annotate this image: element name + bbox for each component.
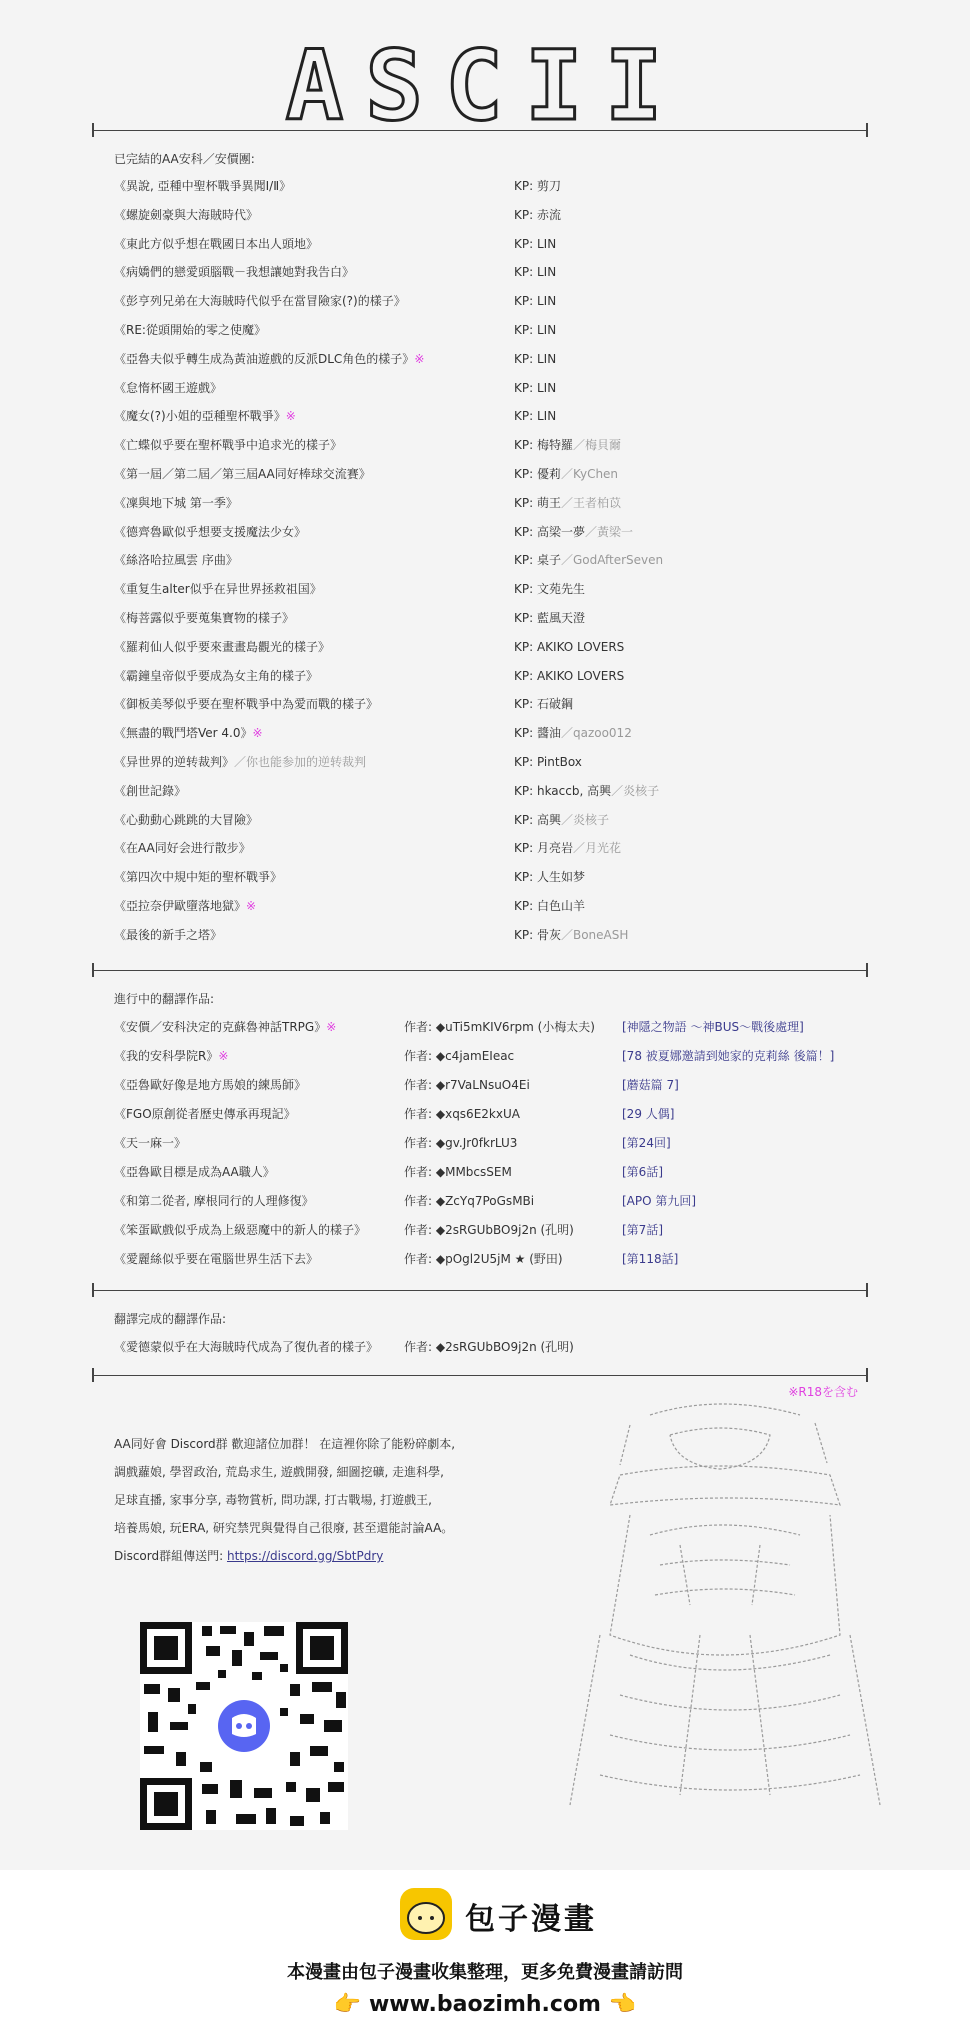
work-title-text: 《心動動心跳跳的大冒險》: [114, 812, 259, 827]
work-title[interactable]: [114, 493, 238, 513]
list-item: [114, 1191, 874, 1211]
kp-name: [514, 810, 609, 830]
section-divider: [92, 970, 868, 971]
kp-text: KP: LIN: [514, 351, 557, 366]
kp-text: KP: 骨灰: [514, 927, 561, 942]
completed-section-title: 已完結的AA安科／安價團:: [114, 152, 255, 166]
kp-name: [514, 291, 556, 311]
kp-name: [514, 176, 561, 196]
kp-name: [514, 522, 633, 542]
work-title[interactable]: [114, 1075, 306, 1095]
r18-mark: ※: [285, 409, 296, 424]
list-item: [114, 608, 874, 628]
work-title-text: 《亡蝶似乎要在聖杯戰爭中追求光的樣子》: [114, 438, 343, 453]
work-title-text: 《笨蛋歐戲似乎成為上級惡魔中的新人的樣子》: [114, 1223, 367, 1237]
section-divider: [92, 130, 868, 131]
author: 作者: ◆pOgl2U5jM ★ (野田): [404, 1252, 563, 1266]
work-title-text: 《病嬌們的戀愛頭腦戰－我想讓她對我告白》: [114, 265, 355, 280]
list-item: [114, 1075, 874, 1095]
work-title[interactable]: [114, 1133, 186, 1153]
work-title-text: 《我的安科學院R》: [114, 1049, 219, 1063]
brand-tagline: 本漫畫由包子漫畫收集整理，更多免費漫畫請訪問: [287, 1962, 683, 1983]
work-title[interactable]: [114, 694, 378, 714]
kp-text: KP: 白色山羊: [514, 899, 585, 913]
chapter-link[interactable]: [78 被夏娜邀請到她家的克莉絲 後篇！]: [622, 1049, 835, 1063]
kp-extra: ／王者柏苡: [560, 495, 621, 510]
work-title[interactable]: [114, 205, 258, 225]
work-title-text: 《愛德蒙似乎在大海賊時代成為了復仇者的樣子》: [114, 1340, 379, 1354]
work-title[interactable]: [114, 608, 294, 628]
work-title-text: 《梅菩露似乎要蒐集寶物的樣子》: [114, 611, 295, 625]
work-title-text: 《怠惰杯國王遊戲》: [114, 380, 223, 395]
kp-name: [514, 464, 618, 484]
author: 作者: ◆ZcYq7PoGsMBi: [404, 1194, 535, 1208]
list-item: [114, 925, 874, 945]
list-item: [114, 291, 874, 311]
list-item: [114, 464, 874, 484]
kp-name: [514, 781, 659, 801]
work-title-text: 《愛麗絲似乎要在電腦世界生活下去》: [114, 1252, 319, 1266]
kp-text: KP: LIN: [514, 265, 557, 280]
kp-name: [514, 262, 556, 282]
work-title-text: 《無盡的戰鬥塔Ver 4.0》: [114, 726, 253, 741]
kp-extra: ／炎核子: [560, 812, 609, 827]
work-title-text: 《天一麻一》: [114, 1136, 187, 1150]
kp-text: KP: 優莉: [514, 467, 561, 481]
work-title-text: 《創世記錄》: [114, 783, 187, 798]
work-title[interactable]: [114, 406, 296, 426]
list-item: [114, 1162, 874, 1182]
kp-text: KP: LIN: [514, 294, 557, 309]
kp-name: [514, 925, 628, 945]
kp-text: KP: 石破鋼: [514, 697, 573, 712]
list-item: [114, 234, 874, 254]
kp-name: [514, 637, 624, 657]
work-title[interactable]: [114, 378, 222, 398]
list-item: [114, 838, 874, 858]
work-title[interactable]: [114, 810, 258, 830]
list-item: [114, 1249, 874, 1269]
chapter-link[interactable]: [第7話]: [622, 1223, 663, 1237]
author: 作者: ◆xqs6E2kxUA: [404, 1107, 520, 1121]
work-title-text: 《亞魯夫似乎轉生成為黃油遊戲的反派DLC角色的樣子》: [114, 351, 415, 366]
r18-note: ※R18を含む: [788, 1385, 858, 1399]
kp-extra: ／KyChen: [560, 467, 619, 481]
work-title-text: 《德齊魯歐似乎想要支援魔法少女》: [114, 524, 307, 539]
work-title-text: 《和第二從者, 摩根同行的人理修復》: [114, 1194, 314, 1208]
work-title[interactable]: [114, 781, 186, 801]
kp-text: KP: AKIKO LOVERS: [514, 668, 625, 683]
chapter-link[interactable]: [第6話]: [622, 1165, 663, 1179]
kp-name: [514, 608, 585, 628]
work-title-text: 《絲洛哈拉風雲 序曲》: [114, 553, 238, 568]
kp-name: [514, 838, 621, 858]
discord-text-line: 培養馬娘, 玩ERA, 研究禁咒與覺得自己很廢, 甚至還能討論AA。: [114, 1521, 454, 1535]
qr-code: [140, 1622, 348, 1830]
list-item: [114, 205, 874, 225]
work-title-text: 《御板美琴似乎要在聖杯戰爭中為愛而戰的樣子》: [114, 697, 379, 712]
kp-extra: ／梅貝爾: [572, 438, 621, 453]
work-title[interactable]: [114, 666, 318, 686]
kp-extra: ／GodAfterSeven: [560, 553, 664, 568]
work-title-text: 《安價／安科決定的克蘇魯神話TRPG》: [114, 1020, 327, 1034]
work-title-text: 《RE:從頭開始的零之使魔》: [114, 323, 266, 337]
author: 作者: ◆MMbcsSEM: [404, 1165, 512, 1179]
list-item: [114, 867, 874, 887]
work-title-text: 《霸鐘皇帝似乎要成為女主角的樣子》: [114, 668, 319, 683]
pointing-hand-icon: 👉: [333, 1992, 369, 2017]
list-item: [114, 666, 874, 686]
brand-name: 包子漫畫: [465, 1902, 597, 1937]
list-item: [114, 579, 874, 599]
r18-mark: ※: [414, 351, 425, 366]
work-title-text: 《彭亨列兄弟在大海賊時代似乎在當冒險家(?)的樣子》: [114, 294, 406, 309]
section-divider: [92, 1375, 868, 1376]
work-title-text: 《螺旋劍豪與大海賊時代》: [114, 207, 259, 222]
brand-url[interactable]: www.baozimh.com: [368, 1992, 601, 2017]
work-title[interactable]: [114, 522, 306, 542]
discord-text-line: AA同好會 Discord群 歡迎諸位加群！ 在這裡你除了能粉碎劇本,: [114, 1437, 456, 1451]
work-title[interactable]: [114, 1046, 228, 1066]
kp-name: [514, 205, 561, 225]
work-title[interactable]: [114, 1220, 366, 1240]
author: 作者: ◆2sRGUbBO9j2n (孔明): [404, 1223, 574, 1237]
chapter-link[interactable]: [第24回]: [622, 1136, 671, 1150]
kp-text: KP: 桌子: [514, 553, 561, 568]
kp-name: [514, 867, 585, 887]
list-item: [114, 262, 874, 282]
kp-name: [514, 579, 585, 599]
kp-extra: ／BoneASH: [560, 927, 629, 942]
list-item: [114, 752, 874, 772]
kp-name: [514, 435, 621, 455]
list-item: [114, 810, 874, 830]
chapter-link[interactable]: [APO 第九回]: [622, 1194, 697, 1208]
work-title[interactable]: [114, 1162, 275, 1182]
work-title-text: 《亞拉奈伊歐墮落地獄》: [114, 899, 247, 913]
kp-text: KP: 剪刀: [514, 179, 561, 193]
list-item: [114, 1017, 874, 1037]
discord-link-label: Discord群組傳送門:: [114, 1549, 224, 1563]
work-title[interactable]: [114, 176, 291, 196]
list-item: [114, 522, 874, 542]
kp-name: [514, 320, 556, 340]
kp-text: KP: 月亮岩: [514, 841, 573, 856]
work-title-text: 《第四次中規中矩的聖杯戰爭》: [114, 870, 283, 885]
kp-text: KP: 高梁一夢: [514, 524, 585, 539]
kp-text: KP: hkaccb, 高興: [514, 783, 612, 798]
work-title[interactable]: [114, 464, 371, 484]
discord-text-line: 調戲蘿娘, 學習政治, 荒島求生, 遊戲開發, 細圖挖礦, 走進科學,: [114, 1465, 444, 1479]
work-title-text: 《魔女(?)小姐的亞種聖杯戰爭》: [114, 409, 286, 424]
discord-text-line: 足球直播, 家事分享, 毒物賞析, 問功課, 打古戰場, 打遊戲王,: [114, 1493, 432, 1507]
r18-mark: ※: [252, 726, 263, 741]
chapter-link[interactable]: [29 人偶]: [622, 1107, 675, 1121]
list-item: [114, 435, 874, 455]
kp-name: [514, 752, 582, 772]
kp-text: KP: LIN: [514, 323, 557, 337]
finished-section-title: 翻譯完成的翻譯作品:: [114, 1312, 227, 1326]
list-item: [114, 1104, 874, 1124]
r18-mark: ※: [218, 1049, 229, 1063]
work-title[interactable]: [114, 896, 256, 916]
discord-info: [114, 1430, 484, 1570]
kp-extra: ／月光花: [572, 841, 621, 856]
author: 作者: ◆gv.Jr0fkrLU3: [404, 1136, 518, 1150]
author: 作者: ◆c4jamEIeac: [404, 1049, 515, 1063]
kp-text: KP: 梅特羅: [514, 438, 573, 453]
work-title[interactable]: [114, 435, 342, 455]
r18-mark: ※: [246, 899, 257, 913]
chapter-link[interactable]: [蘑菇篇 7]: [622, 1078, 679, 1092]
kp-name: [514, 493, 621, 513]
kp-name: [514, 723, 632, 743]
section-divider: [92, 1290, 868, 1291]
r18-mark: ※: [326, 1020, 337, 1034]
kp-name: [514, 666, 624, 686]
work-title[interactable]: [114, 579, 322, 599]
work-title-text: 《异世界的逆转裁判》: [114, 755, 235, 769]
discord-link[interactable]: https://discord.gg/SbtPdry: [226, 1549, 384, 1563]
kp-text: KP: 藍風天澄: [514, 611, 585, 625]
brand-logo-icon: [400, 1888, 452, 1940]
work-title-text: 《最後的新手之塔》: [114, 927, 223, 942]
work-title[interactable]: [114, 291, 406, 311]
kp-text: KP: 赤流: [514, 207, 561, 222]
list-item: [114, 550, 874, 570]
kp-name: [514, 378, 556, 398]
list-item: [114, 723, 874, 743]
list-item: [114, 1046, 874, 1066]
list-item: [114, 694, 874, 714]
work-title-text: 《亞魯歐好像是地方馬娘的練馬師》: [114, 1078, 307, 1092]
work-title[interactable]: [114, 262, 354, 282]
ongoing-section-title: 進行中的翻譯作品:: [114, 992, 215, 1006]
kp-name: [514, 694, 573, 714]
kp-text: KP: LIN: [514, 380, 557, 395]
kp-text: KP: PintBox: [514, 755, 582, 769]
work-title[interactable]: [114, 867, 282, 887]
list-item: [114, 1133, 874, 1153]
work-title[interactable]: [114, 1191, 314, 1211]
author: 作者: ◆r7VaLNsuO4Ei: [404, 1078, 530, 1092]
kp-extra: ／qazoo012: [560, 726, 632, 741]
chapter-link[interactable]: [神隱之物語 ～神BUS～戰後處理]: [622, 1020, 804, 1034]
work-title-text: 《FGO原創從者歷史傳承再現記》: [114, 1107, 296, 1121]
list-item: [114, 406, 874, 426]
list-item: [114, 896, 874, 916]
list-item: [114, 1337, 874, 1357]
ascii-art-figure: [560, 1395, 890, 1825]
kp-text: KP: LIN: [514, 236, 557, 251]
list-item: [114, 1220, 874, 1240]
work-title-text: 《重复生alter似乎在异世界拯救祖国》: [114, 582, 322, 597]
work-title[interactable]: [114, 1017, 336, 1037]
work-title[interactable]: [114, 234, 318, 254]
work-title-text: 《亞魯歐目標是成為AA職人》: [114, 1165, 275, 1179]
work-title[interactable]: [114, 752, 366, 772]
ascii-logo: ASCII: [285, 30, 685, 142]
work-title[interactable]: [114, 550, 238, 570]
kp-extra: ／炎核子: [611, 783, 660, 798]
bun-icon: [400, 1888, 452, 1940]
list-item: [114, 349, 874, 369]
work-title[interactable]: [114, 1249, 318, 1269]
brand-url-row: [0, 1992, 970, 2017]
kp-text: KP: 萌王: [514, 495, 561, 510]
list-item: [114, 637, 874, 657]
kp-name: [514, 550, 663, 570]
kp-name: [514, 896, 585, 916]
list-item: [114, 320, 874, 340]
kp-text: KP: AKIKO LOVERS: [514, 639, 625, 654]
pointing-hand-icon: 👈: [608, 1992, 637, 2017]
discord-link-row: [114, 1542, 484, 1570]
work-title-text: 《羅莉仙人似乎要來畫畫島觀光的樣子》: [114, 639, 331, 654]
author: 作者: ◆uTi5mKIV6rpm (小梅太夫): [404, 1020, 595, 1034]
work-title-note: ／你也能参加的逆转裁判: [234, 755, 367, 769]
work-title[interactable]: [114, 1337, 378, 1357]
list-item: [114, 378, 874, 398]
work-title-text: 《第一屆／第二屆／第三屆AA同好棒球交流賽》: [114, 467, 371, 481]
kp-extra: ／黃梁一: [584, 524, 633, 539]
chapter-link[interactable]: [第118話]: [622, 1252, 679, 1266]
work-title[interactable]: [114, 637, 330, 657]
work-title[interactable]: [114, 349, 424, 369]
work-title[interactable]: [114, 723, 263, 743]
work-title[interactable]: [114, 320, 266, 340]
kp-name: [514, 406, 556, 426]
kp-name: [514, 349, 556, 369]
kp-text: KP: LIN: [514, 409, 557, 424]
work-title-text: 《凜與地下城 第一季》: [114, 495, 238, 510]
work-title[interactable]: [114, 925, 222, 945]
qr-code-image: [140, 1622, 348, 1830]
author: 作者: ◆2sRGUbBO9j2n (孔明): [404, 1340, 574, 1354]
kp-text: KP: 文苑先生: [514, 582, 585, 597]
list-item: [114, 781, 874, 801]
kp-text: KP: 人生如梦: [514, 870, 585, 885]
kp-text: KP: 醬油: [514, 726, 561, 741]
list-item: [114, 176, 874, 196]
list-item: [114, 493, 874, 513]
work-title-text: 《東此方似乎想在戰國日本出人頭地》: [114, 236, 319, 251]
work-title[interactable]: [114, 1104, 296, 1124]
work-title[interactable]: [114, 838, 251, 858]
kp-name: [514, 234, 556, 254]
work-title-text: 《在AA同好会进行散步》: [114, 841, 251, 856]
kp-text: KP: 高興: [514, 812, 561, 827]
work-title-text: 《異說, 亞種中聖杯戰爭異聞Ⅰ/Ⅱ》: [114, 179, 292, 193]
